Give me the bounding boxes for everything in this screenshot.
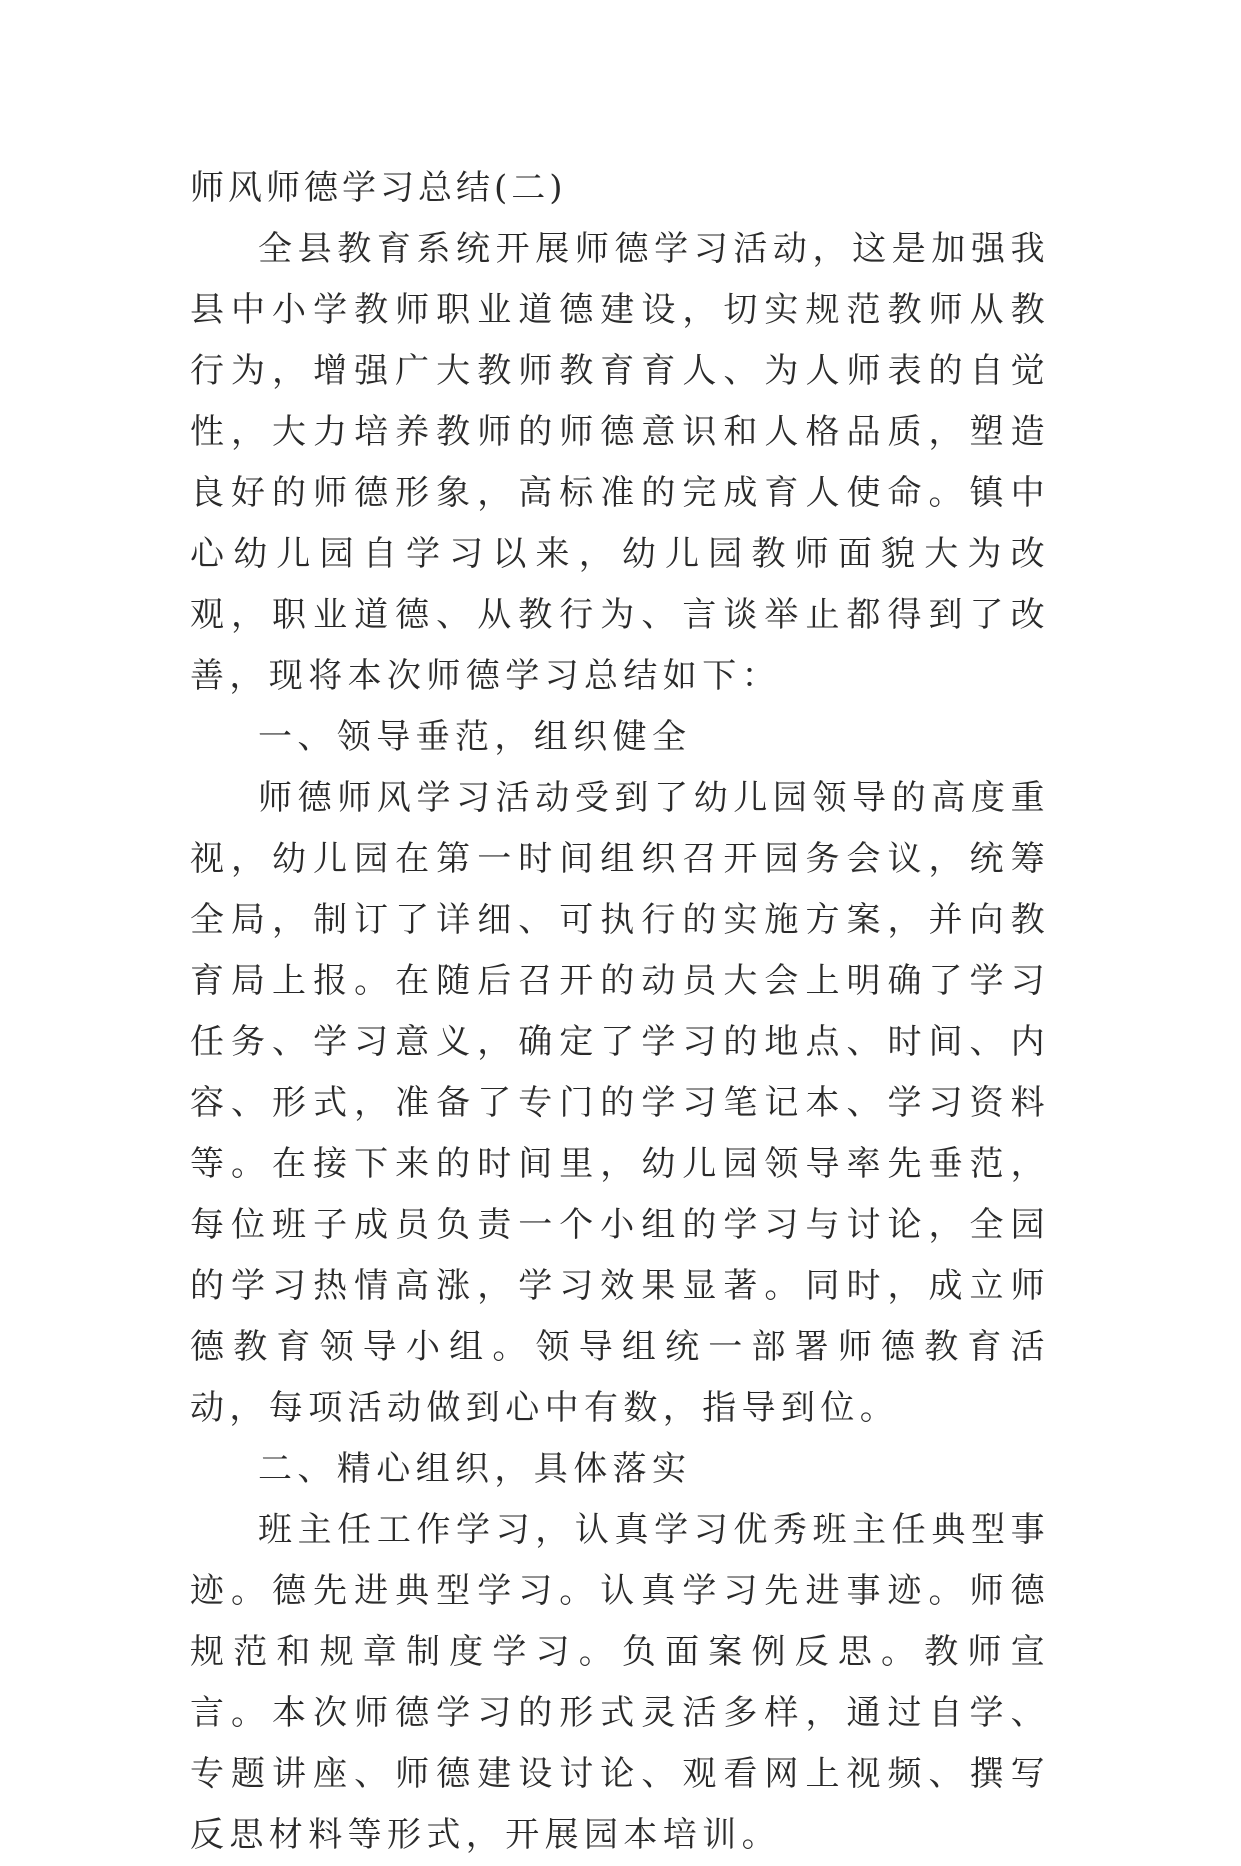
- document-body: [190, 158, 1050, 1866]
- section-heading-1: 一、领导垂范，组织健全: [258, 717, 692, 757]
- document-title: 师风师德学习总结(二): [190, 168, 567, 208]
- section-heading-2: 二、精心组织，具体落实: [258, 1449, 692, 1489]
- section-2-paragraph: 班主任工作学习，认真学习优秀班主任典型事迹。德先进典型学习。认真学习先进事迹。师德规范和规章制度学习。负面案例反思。教师宣言。本次师德学习的形式灵活多样，通过自学、专题讲座、师德建设讨论、观看网上视频、撰写反思材料等形式，开展园本培训。: [190, 1510, 1050, 1855]
- section-1-paragraph: 师德师风学习活动受到了幼儿园领导的高度重视，幼儿园在第一时间组织召开园务会议，统筹全局，制订了详细、可执行的实施方案，并向教育局上报。在随后召开的动员大会上明确了学习任务、学习意义，确定了学习的地点、时间、内容、形式，准备了专门的学习笔记本、学习资料等。在接下来的时间里，幼儿园领导率先垂范，每位班子成员负责一个小组的学习与讨论，全园的学习热情高涨，学习效果显著。同时，成立师德教育领导小组。领导组统一部署师德教育活动，每项活动做到心中有数，指导到位。: [190, 778, 1050, 1428]
- intro-paragraph: 全县教育系统开展师德学习活动，这是加强我县中小学教师职业道德建设，切实规范教师从教行为，增强广大教师教育育人、为人师表的自觉性，大力培养教师的师德意识和人格品质，塑造良好的师德形象，高标准的完成育人使命。镇中心幼儿园自学习以来，幼儿园教师面貌大为改观，职业道德、从教行为、言谈举止都得到了改善，现将本次师德学习总结如下：: [190, 229, 1050, 696]
